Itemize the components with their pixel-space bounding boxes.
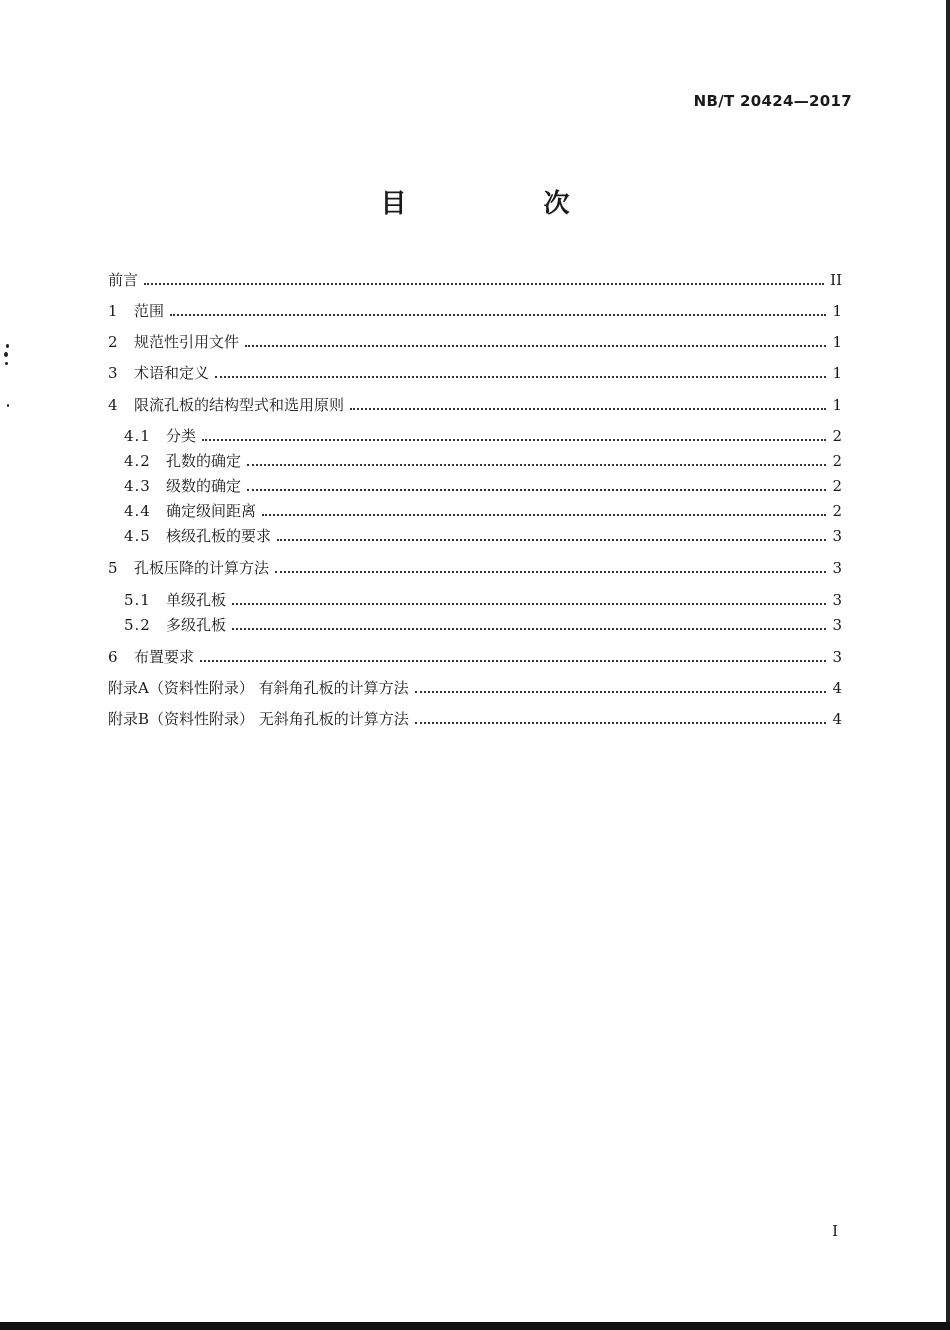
document-code: NB/T 20424—2017 — [693, 92, 852, 110]
toc-leader-dots — [247, 463, 826, 466]
toc-leader-dots — [215, 375, 826, 378]
toc-entry-page: 1 — [832, 396, 842, 414]
toc-entry-label: 单级孔板 — [166, 591, 227, 609]
toc-entry-label: 级数的确定 — [166, 477, 242, 495]
toc-entry-label: 附录B（资料性附录） 无斜角孔板的计算方法 — [108, 710, 409, 728]
scan-speck — [4, 352, 8, 357]
toc-entry-number: 5.2 — [124, 616, 151, 634]
toc-entry-page: 4 — [832, 710, 842, 728]
toc-entry-number: 1 — [108, 302, 118, 320]
toc-entry-page: 2 — [832, 477, 842, 495]
toc-entry-page: 3 — [832, 527, 842, 545]
toc-entry-number: 4.2 — [124, 452, 151, 470]
toc-entry-number: 3 — [108, 364, 118, 382]
toc-entry-label: 核级孔板的要求 — [166, 527, 272, 545]
toc-entry-page: 4 — [832, 679, 842, 697]
toc-entry-label: 附录A（资料性附录） 有斜角孔板的计算方法 — [108, 679, 409, 697]
toc-entry-label: 多级孔板 — [166, 616, 227, 634]
toc-entry-label: 孔板压降的计算方法 — [134, 559, 270, 577]
toc-leader-dots — [202, 438, 826, 441]
toc-leader-dots — [275, 570, 826, 573]
toc-entry-number: 5 — [108, 559, 118, 577]
toc-leader-dots — [170, 313, 826, 316]
toc-entry-label: 确定级间距离 — [166, 502, 257, 520]
toc-entry-label: 限流孔板的结构型式和选用原则 — [134, 396, 345, 414]
scan-edge-bottom — [0, 1322, 950, 1330]
toc-leader-dots — [415, 721, 826, 724]
toc-entry-label: 分类 — [166, 427, 197, 445]
toc-entry-1[interactable] — [108, 296, 842, 320]
toc-entry-number: 5.1 — [124, 591, 151, 609]
toc-leader-dots — [415, 690, 826, 693]
toc-entry-page: 3 — [832, 648, 842, 666]
toc-entry-3[interactable] — [108, 358, 842, 382]
toc-entry-number: 4.1 — [124, 427, 151, 445]
toc-entry-5-2[interactable] — [124, 610, 842, 634]
toc-entry-page: 2 — [832, 502, 842, 520]
toc-leader-dots — [262, 513, 826, 516]
toc-entry-appendix-a[interactable] — [108, 673, 842, 697]
toc-entry-label: 范围 — [134, 302, 165, 320]
toc-entry-label: 规范性引用文件 — [134, 333, 240, 351]
toc-leader-dots — [247, 488, 826, 491]
toc-entry-page: II — [830, 271, 842, 289]
toc-entry-number: 4 — [108, 396, 118, 414]
toc-entry-2[interactable] — [108, 327, 842, 351]
toc-leader-dots — [245, 344, 826, 347]
toc-entry-4-5[interactable] — [124, 521, 842, 545]
toc-entry-label: 孔数的确定 — [166, 452, 242, 470]
toc-entry-page: 1 — [832, 302, 842, 320]
page-title: 目 次 — [380, 189, 634, 219]
toc-entry-label: 布置要求 — [134, 648, 195, 666]
toc-entry-4-4[interactable] — [124, 496, 842, 520]
scan-speck — [5, 362, 8, 365]
toc-entry-page: 3 — [832, 559, 842, 577]
scan-speck — [6, 344, 9, 348]
toc-entry-number: 4.4 — [124, 502, 151, 520]
toc-entry-4-3[interactable] — [124, 471, 842, 495]
toc-entry-4-2[interactable] — [124, 446, 842, 470]
scan-edge-right — [946, 0, 950, 1330]
toc-entry-page: 2 — [832, 427, 842, 445]
toc-entry-6[interactable] — [108, 642, 842, 666]
toc-entry-number: 6 — [108, 648, 118, 666]
toc-entry-number: 4.5 — [124, 527, 151, 545]
page-number: I — [832, 1222, 838, 1240]
toc-entry-page: 3 — [832, 591, 842, 609]
toc-entry-number: 2 — [108, 333, 118, 351]
toc-leader-dots — [277, 538, 826, 541]
toc-leader-dots — [232, 627, 826, 630]
toc-entry-page: 2 — [832, 452, 842, 470]
toc-leader-dots — [350, 407, 826, 410]
toc-entry-4-1[interactable] — [124, 421, 842, 445]
toc-entry-number: 4.3 — [124, 477, 151, 495]
toc-entry-page: 1 — [832, 333, 842, 351]
toc-entry-page: 1 — [832, 364, 842, 382]
toc-entry-appendix-b[interactable] — [108, 704, 842, 728]
toc-leader-dots — [144, 282, 824, 285]
toc-entry-label: 术语和定义 — [134, 364, 210, 382]
toc-entry-5-1[interactable] — [124, 585, 842, 609]
toc-entry-preface[interactable] — [108, 265, 842, 289]
toc-entry-label: 前言 — [108, 271, 139, 289]
toc-leader-dots — [200, 659, 826, 662]
toc-entry-5[interactable] — [108, 553, 842, 577]
toc-entry-page: 3 — [832, 616, 842, 634]
toc-entry-4[interactable] — [108, 390, 842, 414]
scan-speck — [7, 404, 9, 407]
toc-leader-dots — [232, 602, 826, 605]
